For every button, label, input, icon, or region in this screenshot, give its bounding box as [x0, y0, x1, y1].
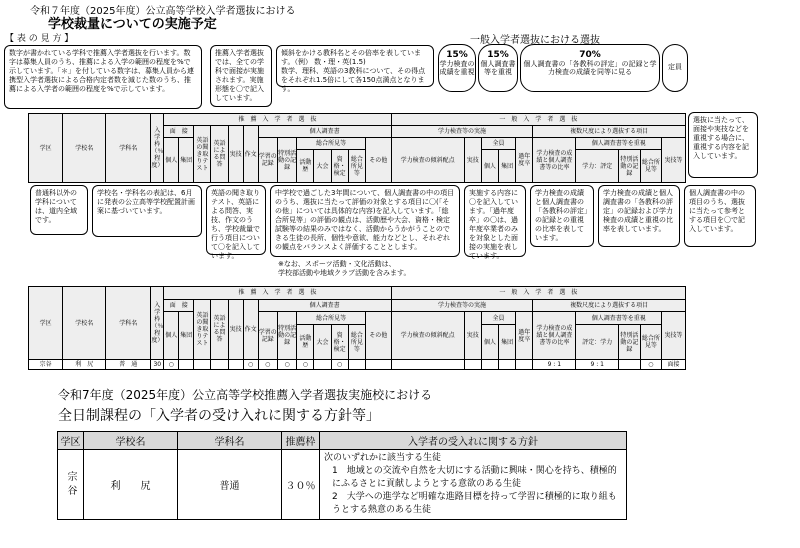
policy-text [320, 450, 627, 520]
th2-judge: 複数尺度により選抜する項目 [533, 299, 686, 312]
policy-quota: ３０％ [282, 450, 320, 520]
th2-quota: 入学枠（％程度） [151, 287, 164, 360]
th-jitsugi2: 実技等 [662, 138, 686, 183]
policy-line: 2 大学への進学など明確な進路目標を持って学習に積極的に取り組もうとする熱意のある生徒 [332, 492, 617, 515]
pill-douto-text: 個人調査書の「各教科の評定」の記録と学力検査の成績を同等に見る [523, 60, 657, 76]
row-district: 宗谷 [29, 360, 63, 370]
th2-chosa: 個人調査書 [258, 299, 391, 312]
pill-chosa-pct: 15% [487, 50, 509, 60]
th2-shudan-ippan: 集団 [499, 325, 516, 360]
th-dept: 学科名 [106, 114, 151, 183]
pill-douto-pct: 70% [579, 50, 601, 60]
th2-katsudo: 活動歴 [297, 325, 314, 360]
general-selection-title: 一般入学者選抜における選抜 [470, 35, 600, 46]
policy-table [57, 431, 627, 520]
th-sogo: 総合所見等 [297, 138, 366, 150]
row-ratio1: 9 : 1 [533, 360, 576, 370]
th2-shudan: 集団 [179, 312, 194, 360]
th-chosa: 個人調査書 [258, 126, 391, 138]
row-empty [179, 360, 194, 370]
th-kojin-ippan: 個人 [481, 150, 498, 183]
th2-tokubetsu: 特別活動の記録 [277, 312, 296, 360]
th2-sogo2: 総合所見等 [640, 325, 661, 360]
note-sports: ※なお、スポーツ活動・文化活動は、 学校部活動や地域クラブ活動を含みます。 [278, 260, 411, 277]
pill-teiin-text: 定員 [668, 63, 682, 71]
th-hyotei: 学習の記録 [258, 138, 277, 183]
th-quota: 入学枠（％程度） [151, 114, 164, 183]
th2-sakubun: 作文 [243, 299, 258, 359]
callout-tilt: 傾斜をかける教科名とその倍率を表しています。（例） 数・理・英(1.5) 数学、理科、英語の3教科について、その得点をそれぞれ1.5倍にして各150点満点となります。 [276, 45, 434, 87]
row-mark-katsudo: ○ [297, 360, 314, 370]
row-empty [391, 360, 464, 370]
th2-jitsugi-ippan: 実技 [464, 312, 481, 360]
row-empty [499, 360, 516, 370]
th2-sogo: 総合所見等 [297, 312, 366, 325]
policy-title-small: 令和7年度（2025年度）公立高等学校推薦入学者選抜実施校における [58, 388, 433, 402]
data-table [28, 286, 686, 370]
th-shudan: 集団 [179, 138, 194, 183]
row-empty [348, 360, 365, 370]
row-quota: 30 [151, 360, 164, 370]
table-row [29, 360, 686, 370]
row-empty [464, 360, 481, 370]
row-mark-sakubun: ○ [243, 360, 258, 370]
pill-chosa-text: 個人調査書等を重視 [480, 60, 516, 76]
th2-zenin: 全員 [481, 312, 515, 325]
th-tokubetsu: 特別活動の記録 [277, 138, 296, 183]
callout-exam: 推薦入学者選抜では、全ての学科で面接が実施されます。実施形態を〇で記入しています。 [210, 45, 272, 107]
th2-haiten: 学力検査の傾斜配点 [391, 312, 464, 360]
row-empty [365, 360, 391, 370]
row-juushi: 面接 [662, 360, 686, 370]
th-ippan: 一 般 入 学 者 選 抜 [391, 114, 685, 126]
policy-th-district: 学区 [58, 432, 84, 450]
row-dept: 普 通 [106, 360, 151, 370]
header-title-small: 令和７年度（2025年度）公立高等学校入学者選抜における [30, 6, 296, 17]
explain-table [28, 113, 686, 183]
callout-school: 学校名・学科名の表記は、6月に発表の公立高等学校配置計画案に基づいています。 [92, 185, 202, 237]
th2-tokubetsu2: 特別活動の記録 [619, 325, 640, 360]
legend-label: 【 表 の 見 方 】 [5, 34, 74, 44]
th-sonota: その他 [365, 138, 391, 183]
policy-dept: 普通 [178, 450, 282, 520]
policy-th-quota: 推薦枠 [282, 432, 320, 450]
th2-juushi: 個人調査書等を重視 [576, 312, 662, 325]
callout-quota: 数字が書かれている学科で推薦入学者選抜を行います。数字は募集人員のうち、推薦による入学の範囲の程度を%で示しています。「＊」を付している数字は、募集人員から連携型入学者選抜による合格内定者数を減じた数のうち、推薦による入学者の範囲の程度を%で示しています。 [4, 45, 202, 109]
th2-jitsugi2: 実技等 [662, 312, 686, 360]
callout-english: 英語の聞き取りテスト、英語による問答、実技、作文のうち、学校裁量で行う項目について〇を記入しています。 [206, 185, 266, 255]
th-suisen: 推 薦 入 学 者 選 抜 [164, 114, 391, 126]
pill-chosa [478, 44, 518, 92]
th-kanen: 過年度卒 [516, 138, 533, 183]
th2-mensetsu: 面 接 [164, 299, 194, 312]
row-empty [481, 360, 498, 370]
callout-ratio: 学力検査の成績と個人調査書の「各教科の評定」の記録との重視の比率を表しています。 [530, 185, 594, 247]
pill-douto [520, 44, 660, 92]
th2-hyotei-gakuryoku: 評定：学力 [576, 325, 619, 360]
th-sogo-sub: 総合所見等 [348, 150, 365, 183]
th-haiten: 学力検査の傾斜配点 [391, 138, 464, 183]
header-title: 学校裁量についての実施予定 [48, 17, 217, 32]
row-school: 利 尻 [63, 360, 106, 370]
row-empty [516, 360, 533, 370]
th-jitsugi: 実技 [228, 126, 243, 183]
th2-hiritsu: 学力検査の成績と個人調査書等の比率 [533, 312, 576, 360]
th2-shikaku: 資格・検定 [331, 325, 348, 360]
callout-ratio2: 学力検査の成績と個人調査書の「各教科の評定」の記録および学力検査の成績と重視の比率を表しています。 [598, 185, 680, 247]
row-mark-kojin: ○ [164, 360, 179, 370]
th-sogo2: 総合所見等 [640, 150, 661, 183]
th-juushi: 個人調査書等を重視 [576, 138, 662, 150]
row-mark-tokubetsu: ○ [277, 360, 296, 370]
table-row [58, 450, 627, 520]
policy-th-dept: 学科名 [178, 432, 282, 450]
pill-gakuryoku-pct: 15% [446, 50, 468, 60]
th-kojin: 個人 [164, 138, 179, 183]
row-mark-end: ○ [640, 360, 661, 370]
row-empty [211, 360, 228, 370]
th2-dept: 学科名 [106, 287, 151, 360]
th2-gakuryoku-jisshi: 学力検査等の実施 [391, 299, 533, 312]
th-district: 学区 [29, 114, 63, 183]
policy-district: 宗谷 [58, 450, 84, 520]
policy-th-policy: 入学者の受入れに関する方針 [320, 432, 627, 450]
th-kikitori: 英語の聞き取りテスト [194, 126, 211, 183]
th-shikaku: 資格・検定 [331, 150, 348, 183]
row-empty [228, 360, 243, 370]
callout-gakuryoku: 実施する内容に〇を記入しています。「過年度卒」の〇は、過年度卒業者のみを対象とした面接の実施を表しています。 [464, 185, 526, 257]
policy-title: 全日制課程の「入学者の受け入れに関する方針等」 [58, 408, 380, 424]
th-judge: 複数尺度により選抜する項目 [533, 126, 686, 138]
th2-hyotei: 学習の記録 [258, 312, 277, 360]
th2-sogo-sub: 総合所見等 [348, 325, 365, 360]
th-katsudo: 活動歴 [297, 150, 314, 183]
th2-jitsugi: 実技 [228, 299, 243, 359]
th-taikai: 大会 [314, 150, 331, 183]
th-gakuryoku-hyotei: 学力：評定 [576, 150, 619, 183]
row-empty [194, 360, 211, 370]
callout-interview: 選抜に当たって、面接や実技などを重視する場合に、重視する内容を記入しています。 [688, 112, 758, 178]
policy-school: 利 尻 [84, 450, 178, 520]
th2-district: 学区 [29, 287, 63, 360]
row-mark-hyotei: ○ [258, 360, 277, 370]
th2-school: 学校名 [63, 287, 106, 360]
row-empty [314, 360, 331, 370]
th2-kanen: 過年度卒 [516, 312, 533, 360]
th2-sonota: その他 [365, 312, 391, 360]
policy-th-school: 学校名 [84, 432, 178, 450]
th-zenin: 全員 [481, 138, 515, 150]
th-gakuryoku-jisshi: 学力検査等の実施 [391, 126, 533, 138]
th-shudan-ippan: 集団 [499, 150, 516, 183]
th-mensetsu: 面 接 [164, 126, 194, 138]
th-mondo: 英語による問答 [211, 126, 228, 183]
th-school: 学校名 [63, 114, 106, 183]
th2-mondo: 英語による問答 [211, 299, 228, 359]
th-sakubun: 作文 [243, 126, 258, 183]
th-tokubetsu2: 特別活動の記録 [619, 150, 640, 183]
pill-gakuryoku [438, 44, 476, 92]
pill-teiin [662, 44, 688, 92]
callout-report: 中学校で過ごした3年間について、個人調査書の中の項目のうち、選抜に当たって評価の対象とする項目に〇(「その他」については具体的な内容)を記入しています。「総合所見等」の評価の観点は、活動歴や大会、資格・検定試験等の結果のみではなく、活動からうかがうことのできる生徒の長所、個性や意欲、能力などとし、それぞれの観点をバランスよく評価することとします。 [270, 185, 460, 257]
th2-suisen: 推 薦 入 学 者 選 抜 [164, 287, 391, 300]
th2-kikitori: 英語の聞き取りテスト [194, 299, 211, 359]
th2-kojin-ippan: 個人 [481, 325, 498, 360]
callout-ratio3: 個人調査書の中の項目のうち、選抜に当たって参考とする項目を〇で記入しています。 [684, 185, 756, 247]
th-jitsugi-ippan: 実技 [464, 138, 481, 183]
th-hiritsu: 学力検査の成績と個人調査書等の比率 [533, 138, 576, 183]
row-mark-shikaku: ○ [331, 360, 348, 370]
th2-kojin: 個人 [164, 312, 179, 360]
row-empty [619, 360, 640, 370]
pill-gakuryoku-text: 学力検査の成績を重視 [439, 60, 475, 76]
callout-district: 普通科以外の学科については、道内全域です。 [30, 185, 88, 235]
row-ratio2: 9 : 1 [576, 360, 619, 370]
th2-ippan: 一 般 入 学 者 選 抜 [391, 287, 685, 300]
policy-line: 1 地域との交流や自然を大切にする活動に興味・関心を持ち、積極的にふるさとに貢献しようとする意欲のある生徒 [332, 466, 617, 489]
policy-line: 次のいずれかに該当する生徒 [324, 453, 442, 463]
th2-taikai: 大会 [314, 325, 331, 360]
